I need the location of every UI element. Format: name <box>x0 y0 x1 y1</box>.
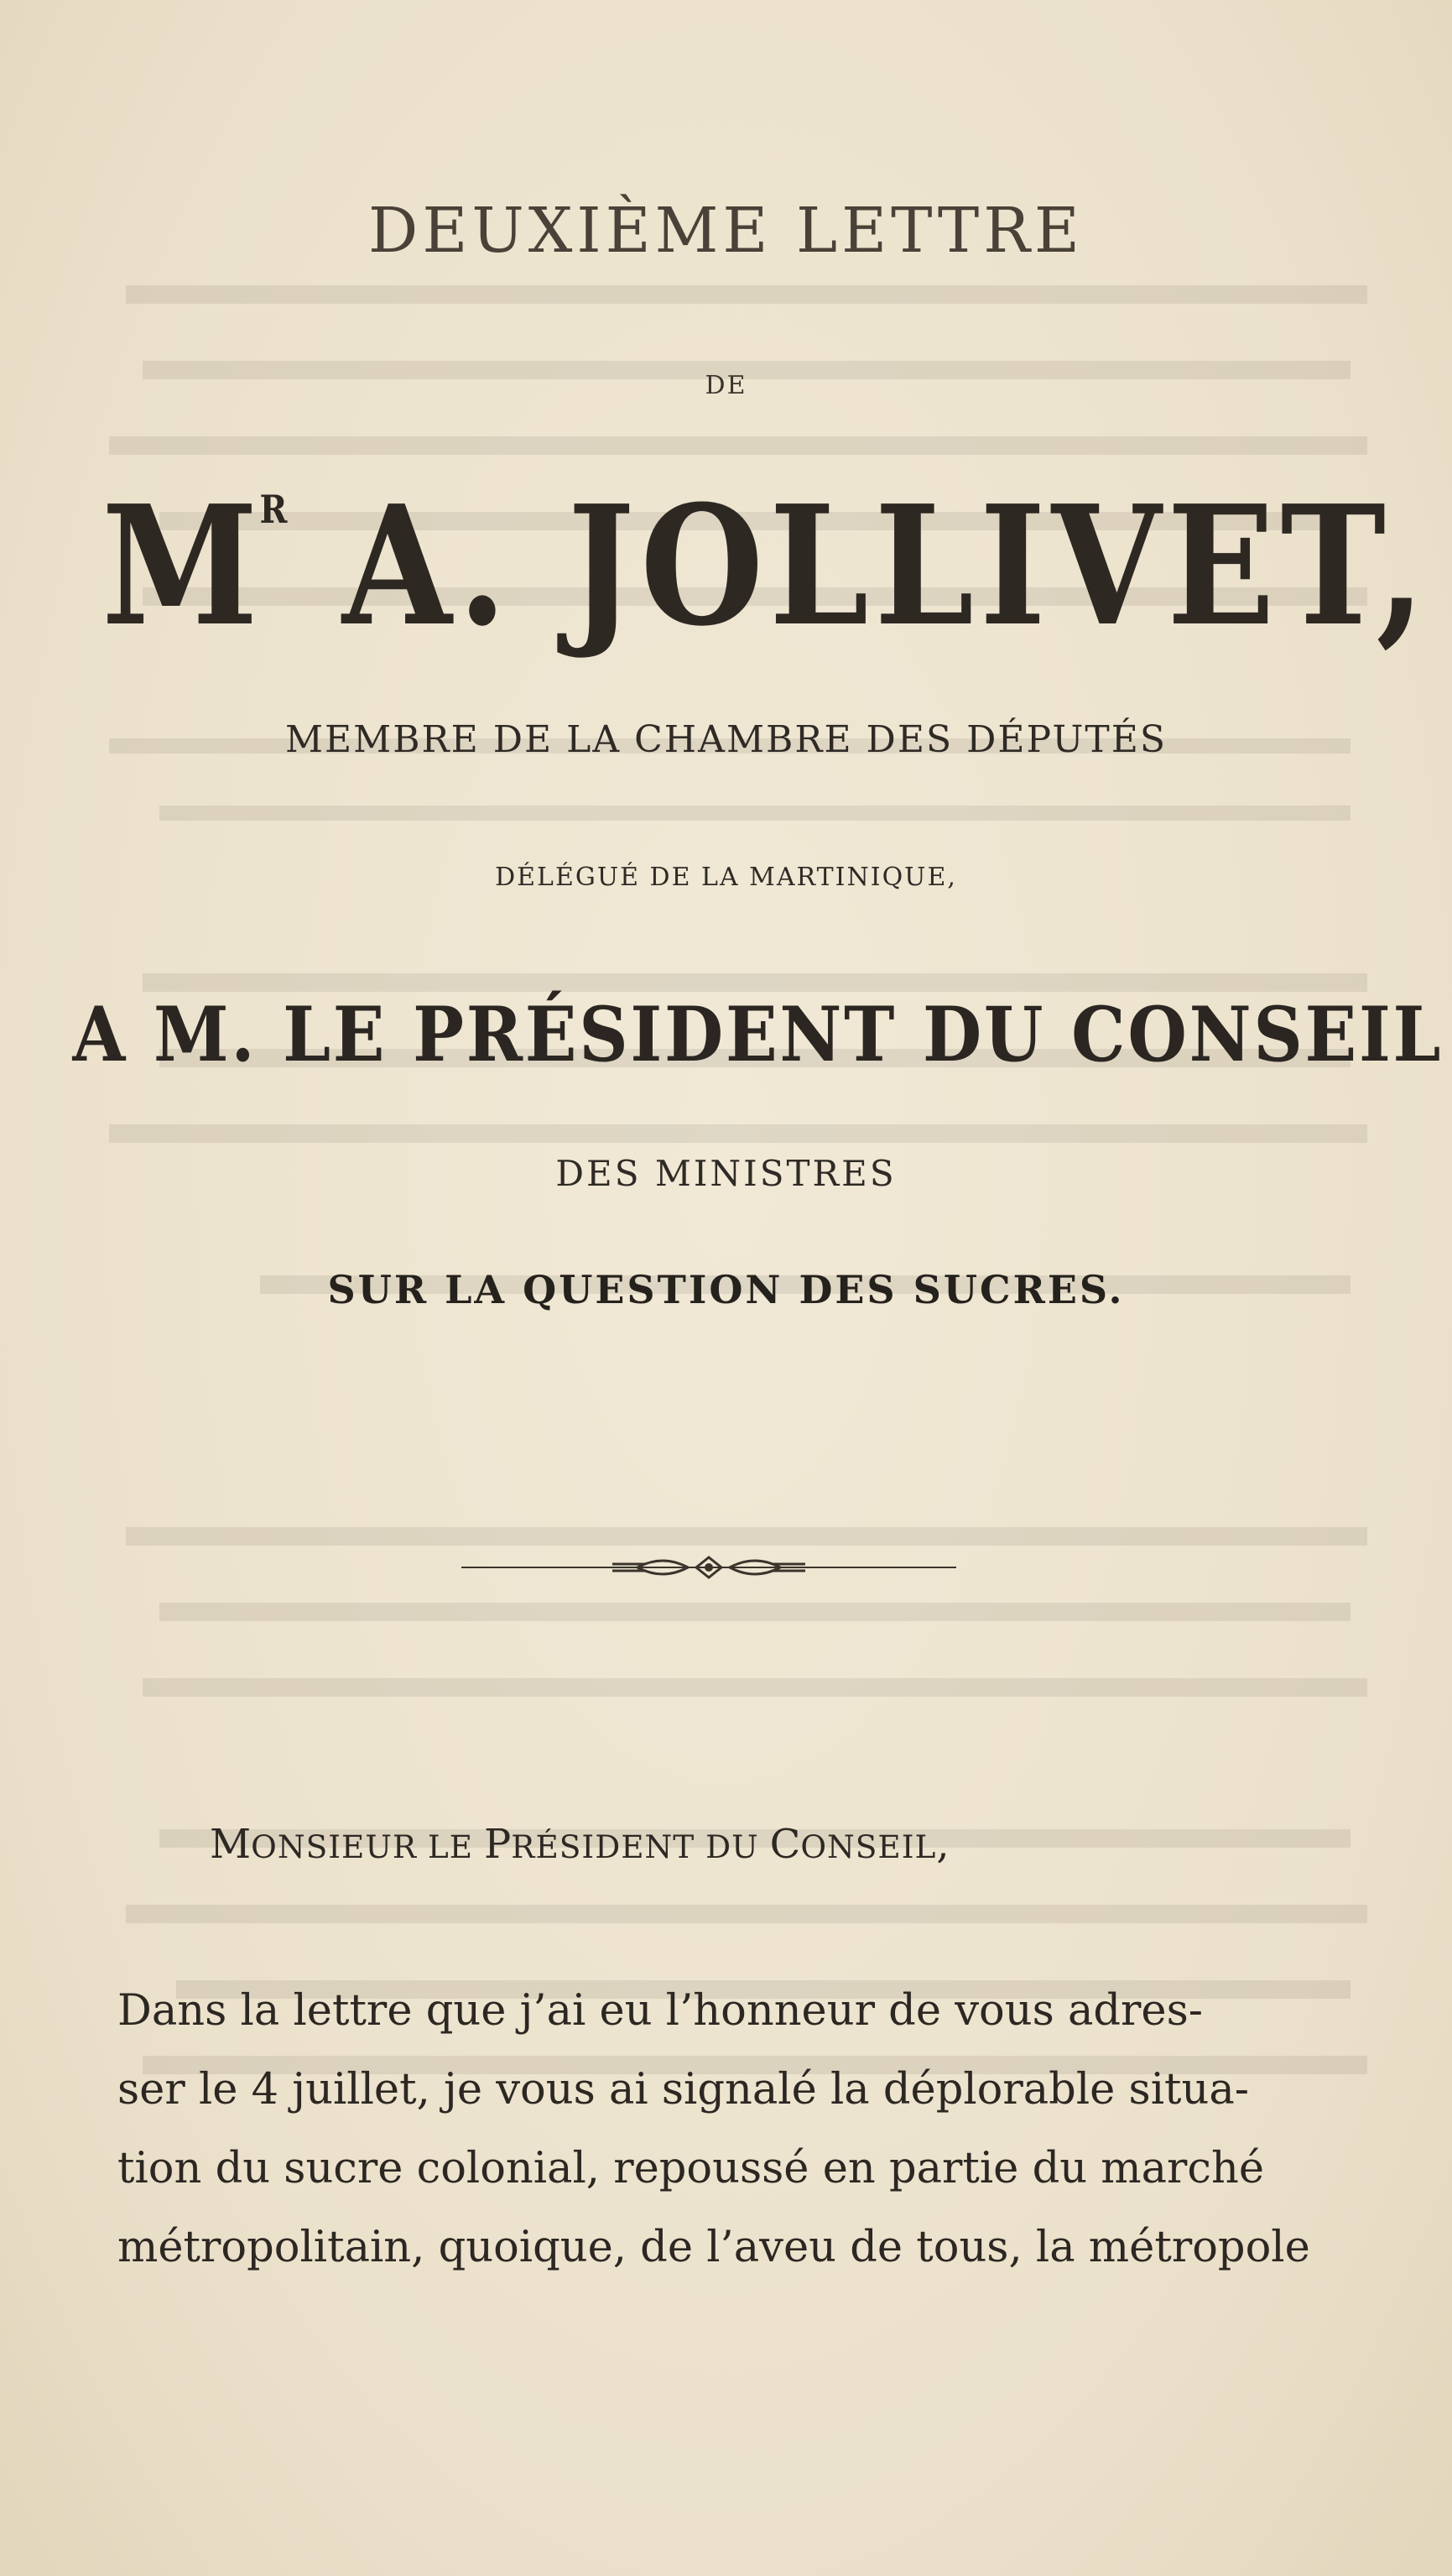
body-line-1: Dans la lettre que j’ai eu l’honneur de vous adres- <box>117 1986 1203 2036</box>
subject-line: SUR LA QUESTION DES SUCRES. <box>327 1267 1125 1312</box>
addressee-continued: DES MINISTRES <box>555 1153 897 1194</box>
author-surname: A. JOLLIVET, <box>287 470 1431 663</box>
salutation-c: C <box>769 1821 801 1868</box>
salutation-le: LE <box>417 1828 484 1865</box>
body-line-4: métropolitain, quoique, de l’aveu de tous, la métropole <box>117 2223 1310 2272</box>
salutation-m: M <box>210 1821 252 1868</box>
salutation-du: DU <box>695 1828 770 1865</box>
salutation-comma: , <box>936 1821 950 1868</box>
author-delegation: DÉLÉGUÉ DE LA MARTINIQUE, <box>495 863 957 892</box>
body-line-2: ser le 4 juillet, je vous ai signalé la déplorable situa- <box>117 2065 1249 2115</box>
author-name <box>101 470 1431 663</box>
salutation <box>210 1821 950 1868</box>
salutation-resident: RÉSIDENT <box>511 1828 695 1865</box>
salutation-onsieur: ONSIEUR <box>251 1828 418 1865</box>
body-line-3: tion du sucre colonial, repoussé en partie du marché <box>117 2144 1265 2193</box>
heading-deuxieme-lettre: DEUXIÈME LETTRE <box>368 195 1084 267</box>
salutation-p: P <box>484 1821 512 1868</box>
addressee: A M. LE PRÉSIDENT DU CONSEIL <box>72 990 1444 1079</box>
author-prefix: M <box>101 470 264 663</box>
letter-body <box>117 1972 1310 2287</box>
salutation-onseil: ONSEIL <box>800 1828 937 1865</box>
heading-de: DE <box>705 371 747 400</box>
author-role: MEMBRE DE LA CHAMBRE DES DÉPUTÉS <box>284 718 1168 761</box>
ornamental-rule-icon <box>461 1551 956 1584</box>
author-prefix-superscript: R <box>259 487 288 532</box>
